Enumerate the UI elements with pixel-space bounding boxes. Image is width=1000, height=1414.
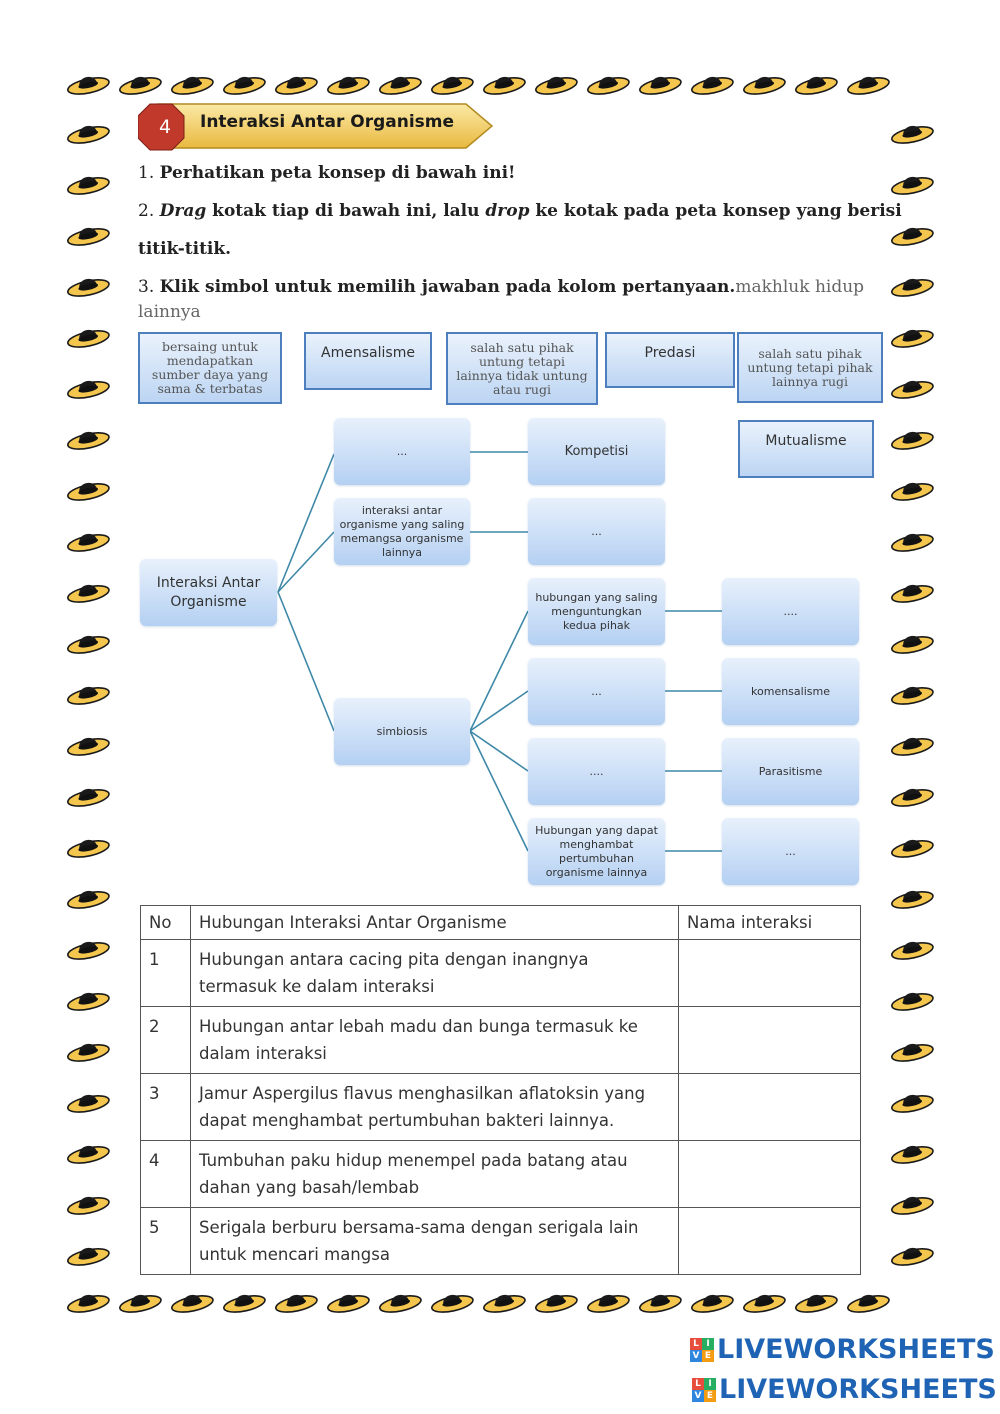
instruction-3-extra: makhluk hidup xyxy=(735,277,865,297)
liveworksheets-mark-icon: L I V E xyxy=(690,1338,714,1362)
instruction-1-text: Perhatikan peta konsep di bawah ini! xyxy=(159,163,516,183)
connector-root-b2 xyxy=(278,532,334,592)
instruction-3-extra-2: lainnya xyxy=(138,302,201,322)
drop-target-s4[interactable]: ... xyxy=(722,818,859,885)
row-question: Tumbuhan paku hidup menempel pada batang atau dahan yang basah/lembab xyxy=(191,1141,679,1208)
drop-target-s3[interactable]: .... xyxy=(528,738,665,805)
answer-cell[interactable] xyxy=(679,1007,861,1074)
answer-cell[interactable] xyxy=(679,1074,861,1141)
table-row xyxy=(141,1074,861,1141)
row-number: 5 xyxy=(141,1208,191,1275)
connector-sim-s4 xyxy=(470,731,528,851)
section-number: 4 xyxy=(158,116,172,138)
liveworksheets-logo xyxy=(690,1334,995,1365)
connector-root-simbiosis xyxy=(278,592,334,731)
row-question: Hubungan antar lebah madu dan bunga termasuk ke dalam interaksi xyxy=(191,1007,679,1074)
answer-cell[interactable] xyxy=(679,1208,861,1275)
instruction-3-text: Klik simbol untuk memilih jawaban pada kolom pertanyaan. xyxy=(159,277,736,297)
node-amensalisme-definition: Hubungan yang dapat menghambat pertumbuhan organisme lainnya xyxy=(528,818,665,885)
instruction-2-drag-word: Drag xyxy=(159,201,207,221)
connector-sim-s1 xyxy=(470,611,528,731)
liveworksheets-wordmark: LIVEWORKSHEETS xyxy=(717,1334,995,1365)
table-row xyxy=(141,1007,861,1074)
drop-target-s1[interactable]: .... xyxy=(722,578,859,645)
drag-item-komensalisme-definition[interactable]: salah satu pihak untung tetapi lainnya tidak untung atau rugi xyxy=(446,332,598,405)
drag-item-parasitisme-definition[interactable]: salah satu pihak untung tetapi pihak lainnya rugi xyxy=(737,332,883,403)
drop-target-s2[interactable]: ... xyxy=(528,658,665,725)
table-header-row xyxy=(141,906,861,940)
connector-sim-s3 xyxy=(470,731,528,771)
instruction-3-number: 3. xyxy=(138,277,155,297)
drag-item-mutualisme[interactable]: Mutualisme xyxy=(738,420,874,478)
row-question: Jamur Aspergilus flavus menghasilkan aflatoksin yang dapat menghambat pertumbuhan bakteri lainnya. xyxy=(191,1074,679,1141)
instruction-2-text-b: ke kotak pada peta konsep yang berisi xyxy=(529,201,902,221)
header-no: No xyxy=(141,906,191,940)
node-mutualisme-definition: hubungan yang saling menguntungkan kedua pihak xyxy=(528,578,665,645)
liveworksheets-wordmark-2: LIVEWORKSHEETS xyxy=(719,1374,997,1405)
header-hubungan: Hubungan Interaksi Antar Organisme xyxy=(191,906,679,940)
row-number: 2 xyxy=(141,1007,191,1074)
table-row xyxy=(141,940,861,1007)
row-question: Serigala berburu bersama-sama dengan serigala lain untuk mencari mangsa xyxy=(191,1208,679,1275)
drag-item-predasi[interactable]: Predasi xyxy=(605,332,735,388)
connector-sim-s2 xyxy=(470,691,528,731)
node-komensalisme: komensalisme xyxy=(722,658,859,725)
instruction-2-number: 2. xyxy=(138,201,155,221)
answer-cell[interactable] xyxy=(679,1141,861,1208)
question-table xyxy=(140,905,861,1275)
node-predasi-definition: interaksi antar organisme yang saling memangsa organisme lainnya xyxy=(334,498,470,565)
liveworksheets-logo-2 xyxy=(692,1374,997,1405)
answer-cell[interactable] xyxy=(679,940,861,1007)
node-kompetisi: Kompetisi xyxy=(528,418,665,485)
instruction-2-text-a: kotak tiap di bawah ini, lalu xyxy=(206,201,486,221)
node-root-interaksi: Interaksi Antar Organisme xyxy=(140,559,277,626)
drop-target-b2[interactable]: ... xyxy=(528,498,665,565)
row-question: Hubungan antara cacing pita dengan inangnya termasuk ke dalam interaksi xyxy=(191,940,679,1007)
table-row xyxy=(141,1208,861,1275)
node-parasitisme: Parasitisme xyxy=(722,738,859,805)
instruction-1-number: 1. xyxy=(138,163,155,183)
drag-item-kompetisi-definition[interactable]: bersaing untuk mendapatkan sumber daya yang sama & terbatas xyxy=(138,332,282,404)
drag-item-amensalisme[interactable]: Amensalisme xyxy=(304,332,432,390)
liveworksheets-mark-icon-2: L I V E xyxy=(692,1378,716,1402)
connector-root-b1 xyxy=(278,454,334,592)
row-number: 3 xyxy=(141,1074,191,1141)
row-number: 4 xyxy=(141,1141,191,1208)
row-number: 1 xyxy=(141,940,191,1007)
table-row xyxy=(141,1141,861,1208)
instruction-2-drop-word: drop xyxy=(485,201,530,221)
header-nama-interaksi: Nama interaksi xyxy=(679,906,861,940)
section-title: Interaksi Antar Organisme xyxy=(200,112,455,132)
drop-target-b1[interactable]: ... xyxy=(334,418,470,485)
node-simbiosis: simbiosis xyxy=(334,698,470,765)
instruction-2-text-c: titik-titik. xyxy=(138,239,232,259)
